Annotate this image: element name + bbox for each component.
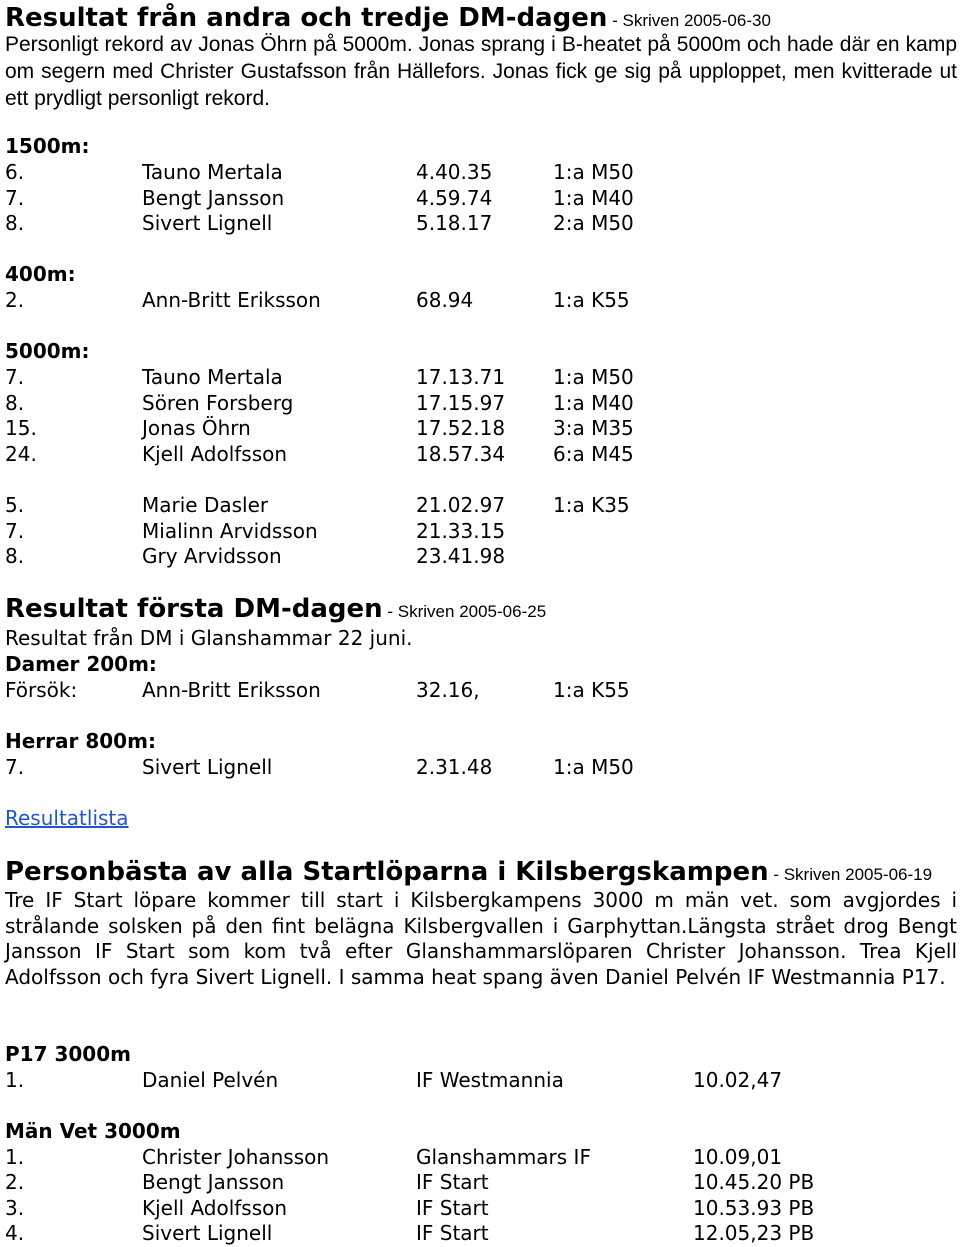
- result-time: 10.53.93 PB: [693, 1196, 815, 1220]
- result-class: 1:a K35: [553, 493, 630, 517]
- result-time: 68.94: [416, 288, 474, 312]
- result-name: Sivert Lignell: [142, 755, 273, 779]
- event-1500m-label: 1500m:: [5, 134, 90, 158]
- result-name: Sivert Lignell: [142, 211, 273, 235]
- result-place: 4.: [5, 1221, 25, 1245]
- result-name: Kjell Adolfsson: [142, 1196, 288, 1220]
- section1-paragraph: Personligt rekord av Jonas Öhrn på 5000m. Jonas sprang i B-heatet på 5000m och hade där en kamp om segern med Christer Gustafsson från Hällefors. Jonas fick ge sig på upploppet, men kvitterade ut ett prydligt personligt rekord.: [5, 33, 957, 110]
- result-name: Gry Arvidsson: [142, 544, 282, 568]
- result-class: 1:a M50: [553, 160, 634, 184]
- result-place: 15.: [5, 416, 37, 440]
- event-400m-label: 400m:: [5, 262, 76, 286]
- result-time: 12.05,23 PB: [693, 1221, 815, 1245]
- result-place: 1.: [5, 1145, 25, 1169]
- section1-heading: [5, 3, 771, 33]
- section2-heading: [5, 594, 546, 624]
- section3-heading: [5, 857, 932, 887]
- result-class: 1:a M50: [553, 755, 634, 779]
- result-name: Bengt Jansson: [142, 1170, 285, 1194]
- result-place: 7.: [5, 755, 25, 779]
- result-time: 32.16,: [416, 678, 480, 702]
- result-place: 7.: [5, 365, 25, 389]
- result-name: Tauno Mertala: [142, 160, 283, 184]
- result-time: 23.41.98: [416, 544, 506, 568]
- section1-title: Resultat från andra och tredje DM-dagen: [5, 3, 608, 33]
- result-name: Ann-Britt Eriksson: [142, 288, 321, 312]
- result-place: 24.: [5, 442, 37, 466]
- result-time: 17.52.18: [416, 416, 506, 440]
- event-5000m-label: 5000m:: [5, 339, 90, 363]
- result-club: Glanshammars IF: [416, 1145, 591, 1169]
- result-club: IF Start: [416, 1221, 489, 1245]
- event-damer-200m-label: Damer 200m:: [5, 652, 157, 676]
- result-place: 7.: [5, 186, 25, 210]
- result-club: IF Start: [416, 1170, 489, 1194]
- section3-date: - Skriven 2005-06-19: [768, 865, 933, 884]
- section2-title: Resultat första DM-dagen: [5, 594, 383, 624]
- result-place: 2.: [5, 288, 25, 312]
- result-class: 1:a K55: [553, 288, 630, 312]
- section1-date: - Skriven 2005-06-30: [607, 11, 771, 30]
- result-place: 3.: [5, 1196, 25, 1220]
- result-name: Christer Johansson: [142, 1145, 330, 1169]
- result-class: 2:a M50: [553, 211, 634, 235]
- result-place: 7.: [5, 519, 25, 543]
- result-time: 21.33.15: [416, 519, 506, 543]
- result-place: 8.: [5, 211, 25, 235]
- result-name: Sivert Lignell: [142, 1221, 273, 1245]
- resultatlista-link[interactable]: Resultatlista: [5, 806, 129, 830]
- result-time: 10.02,47: [693, 1068, 783, 1092]
- section2-date: - Skriven 2005-06-25: [382, 602, 547, 621]
- result-name: Kjell Adolfsson: [142, 442, 288, 466]
- result-time: 2.31.48: [416, 755, 493, 779]
- result-place: 8.: [5, 391, 25, 415]
- result-name: Daniel Pelvén: [142, 1068, 279, 1092]
- event-p17-3000m-label: P17 3000m: [5, 1042, 131, 1066]
- result-place: 2.: [5, 1170, 25, 1194]
- result-club: IF Westmannia: [416, 1068, 564, 1092]
- result-time: 5.18.17: [416, 211, 493, 235]
- result-time: 4.59.74: [416, 186, 493, 210]
- result-time: 18.57.34: [416, 442, 506, 466]
- result-class: 3:a M35: [553, 416, 634, 440]
- result-class: 1:a M40: [553, 186, 634, 210]
- result-name: Jonas Öhrn: [142, 416, 251, 440]
- result-place: 5.: [5, 493, 25, 517]
- result-name: Sören Forsberg: [142, 391, 294, 415]
- result-name: Mialinn Arvidsson: [142, 519, 318, 543]
- section3-title: Personbästa av alla Startlöparna i Kilsbergskampen: [5, 857, 769, 887]
- result-club: IF Start: [416, 1196, 489, 1220]
- result-time: 10.09,01: [693, 1145, 783, 1169]
- section3-paragraph: Tre IF Start löpare kommer till start i Kilsbergkampens 3000 m män vet. som avgjordes i strålande solsken på den fint belägna Kilsbergvallen i Garphyttan.Längsta strået drog Bengt Jansson IF Start som kom två efter Glanshammarslöparen Christer Johansson. Trea Kjell Adolfsson och fyra Sivert Lignell. I samma heat spang även Daniel Pelvén IF Westmannia P17.: [5, 888, 957, 989]
- event-man-vet-3000m-label: Män Vet 3000m: [5, 1119, 181, 1143]
- result-time: 17.13.71: [416, 365, 506, 389]
- result-place: 1.: [5, 1068, 25, 1092]
- result-time: 21.02.97: [416, 493, 506, 517]
- result-place: 6.: [5, 160, 25, 184]
- section2-intro: Resultat från DM i Glanshammar 22 juni.: [5, 626, 413, 650]
- result-class: 1:a M50: [553, 365, 634, 389]
- result-class: 6:a M45: [553, 442, 634, 466]
- event-herrar-800m-label: Herrar 800m:: [5, 729, 156, 753]
- result-place: Försök:: [5, 678, 78, 702]
- result-name: Tauno Mertala: [142, 365, 283, 389]
- result-time: 4.40.35: [416, 160, 493, 184]
- result-place: 8.: [5, 544, 25, 568]
- result-name: Marie Dasler: [142, 493, 269, 517]
- result-name: Bengt Jansson: [142, 186, 285, 210]
- result-time: 17.15.97: [416, 391, 506, 415]
- result-class: 1:a M40: [553, 391, 634, 415]
- result-class: 1:a K55: [553, 678, 630, 702]
- result-name: Ann-Britt Eriksson: [142, 678, 321, 702]
- result-time: 10.45.20 PB: [693, 1170, 815, 1194]
